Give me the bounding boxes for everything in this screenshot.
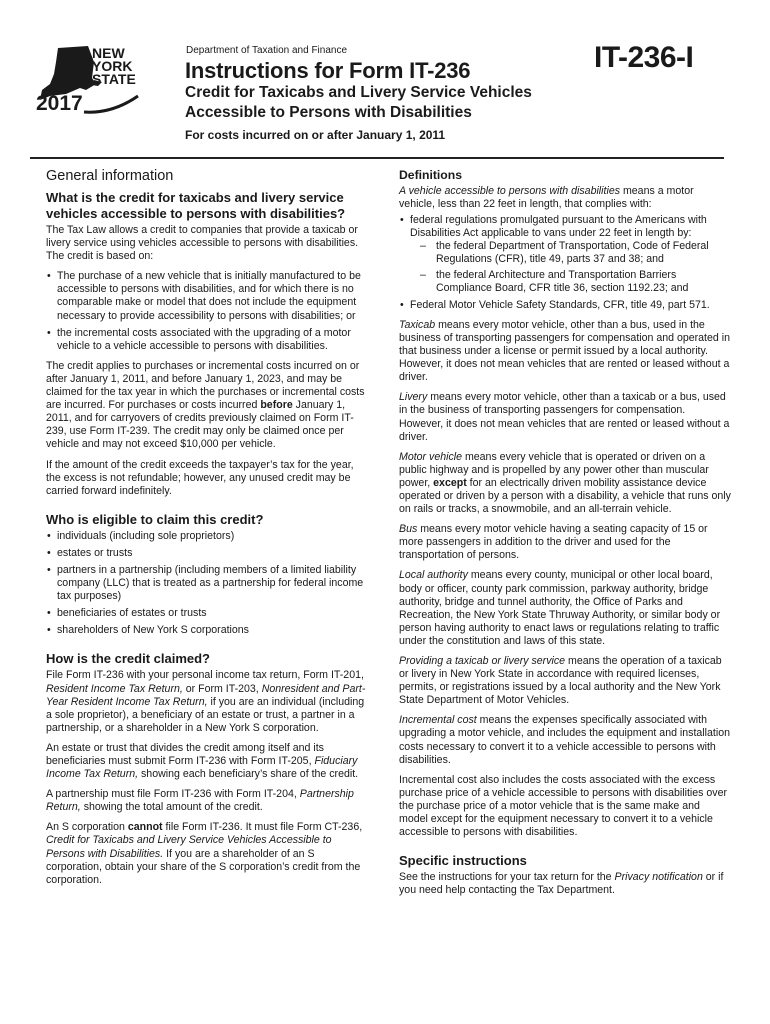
text-run: means every motor vehicle, other than a taxicab or a bus, used in the business of transporting passengers for compensation. However, it does not mean vehicles that are rented or leased without a driver.: [399, 391, 730, 443]
applies-date: For costs incurred on or after January 1, 2011: [185, 128, 446, 142]
text-run: means the operation of a taxicab or livery in New York State in accordance with required licenses, permits, or registrations issued by a local authority and the New York State Department of Motor Vehicles.: [399, 655, 722, 707]
definition-motor-vehicle: [399, 451, 731, 516]
specific-instructions-heading: Specific instructions: [399, 853, 527, 869]
logo-swoosh-icon: [82, 94, 142, 116]
definition-livery: [399, 391, 731, 443]
text-run: A partnership must file Form IT-236 with Form IT-204,: [46, 788, 300, 801]
text-run: if you are an individual (including a sole proprietor), a beneficiary of an estate or trust, a partner in a partnership, or a shareholder in a New York S corporation.: [46, 695, 365, 734]
how-claimed-p2: [46, 742, 368, 781]
text-run: January 1, 2011, and for carryovers of credits previously claimed on Form IT-239, use Form IT-239. The credit may only be claimed once per vehicle and may not exceed $10,000 per vehicle.: [46, 399, 354, 451]
subtitle-line-2: Accessible to Persons with Disabilities: [185, 104, 472, 121]
eligibility-heading: Who is eligible to claim this credit?: [46, 511, 264, 527]
accessible-criteria-list: [399, 214, 731, 312]
text-run: The credit applies to purchases or incremental costs incurred on or after January 1, 2011, and before January 1, 2023, and may be claimed for the tax year in which the purchases or incremental costs are incurred. For purchases or costs incurred: [46, 359, 365, 412]
definition-taxicab: [399, 319, 731, 384]
text-run: or if you need help contacting the Tax Department.: [399, 871, 724, 897]
page-title: Instructions for Form IT-236: [185, 58, 471, 83]
logo-line-york: YORK: [92, 58, 133, 74]
text-run: means a motor vehicle, less than 22 feet in length, that complies with:: [399, 185, 694, 211]
credit-applies-paragraph: [46, 360, 368, 452]
left-column: [46, 168, 368, 894]
how-claimed-p3: [46, 788, 368, 814]
list-item: • estates or trusts: [46, 547, 368, 560]
list-item: • Federal Motor Vehicle Safety Standards, CFR, title 49, part 571.: [399, 299, 731, 312]
text-run: file Form IT-236. It must file Form CT-236,: [162, 821, 363, 834]
text-run-italic: Partnership Return,: [46, 788, 354, 814]
definition-accessible-vehicle: [399, 185, 731, 211]
definitions-heading: Definitions: [399, 168, 462, 182]
text-run: or Form IT-203,: [182, 682, 262, 695]
page-subtitle: [185, 83, 605, 123]
credit-excess-paragraph: If the amount of the credit exceeds the taxpayer’s tax for the year, the excess is not refundable; however, any unused credit may be carried forward indefinitely.: [46, 458, 354, 497]
text-run: If you are a shareholder of an S corporation, obtain your share of the S corporation’s credit from the corporation.: [46, 847, 361, 886]
text-run: for an electrically driven mobility assistance device operated or driven by a person with a disability, a vehicle that runs only on rails or tracks, a snowmobile, and an all-terrain vehicle.: [399, 476, 731, 516]
term: Taxicab: [399, 318, 436, 331]
general-info-heading: General information: [46, 168, 174, 184]
text-run: means every motor vehicle, other than a bus, used in the business of transporting passengers for compensation and operated in that business under a license or permit issued by a local authority. However, it does not mean vehicles that are rented or leased without a driver.: [399, 318, 730, 384]
definition-providing-service: [399, 655, 731, 707]
text-run-italic: Privacy notification: [614, 871, 703, 884]
text-run: showing the total amount of the credit.: [80, 801, 263, 814]
definition-local-authority: [399, 569, 731, 648]
list-item: • partners in a partnership (including members of a limited liability company (LLC) that is treated as a partnership for federal income tax purposes): [46, 564, 368, 603]
credit-intro: The Tax Law allows a credit to companies that provide a taxicab or livery service using vehicles accessible to persons with disabilities. The credit is based on:: [46, 224, 359, 263]
text-run: means every county, municipal or other local board, body or officer, county park commission, parkway authority, bridge authority, bridge and tunnel authority, the Office of Parks and Recreation, the New York State Thruway Authority, or similar body or person having authority to enact laws or regulations relating to traffic under the constitution and laws of this state.: [399, 569, 721, 647]
list-item: • The purchase of a new vehicle that is initially manufactured to be accessible to persons with disabilities, and for which there is no comparable make or model that does not include the equipment necessary to provide accessibility to persons with disabilities; or: [46, 270, 368, 322]
sub-list: [410, 240, 731, 294]
form-number: IT-236-I: [594, 41, 694, 74]
definition-bus: [399, 523, 731, 562]
term: A vehicle accessible to persons with disabilities: [399, 185, 621, 197]
text-run: means every motor vehicle having a seating capacity of 15 or more passengers in addition to the driver and used for the transportation of persons.: [399, 523, 708, 562]
nys-logo: [36, 44, 156, 120]
text-run-italic: Credit for Taxicabs and Livery Service Vehicles Accessible to Persons with Disabilities.: [46, 834, 332, 860]
list-item: – the federal Department of Transportation, Code of Federal Regulations (CFR), title 49, parts 37 and 38; and: [410, 240, 731, 266]
text-run-bold: except: [433, 476, 467, 489]
text-run: showing each beneficiary’s share of the credit.: [138, 768, 359, 781]
list-item: – the federal Architecture and Transportation Barriers Compliance Board, CFR title 36, section 1192.23; and: [410, 269, 731, 295]
subtitle-line-1: Credit for Taxicabs and Livery Service Vehicles: [185, 84, 532, 101]
term: Providing a taxicab or livery service: [399, 655, 566, 667]
logo-year: 2017: [36, 92, 83, 115]
incremental-cost-extra: Incremental cost also includes the costs associated with the excess purchase price of a vehicle accessible to persons with disabilities over the purchase price of a motor vehicle that is the same make and model except for the equipment necessary to convert it to a vehicle accessible to persons with disabilities.: [399, 773, 727, 839]
logo-line-state: STATE: [92, 71, 136, 87]
list-item: • individuals (including sole proprietors): [46, 530, 368, 543]
text-run-italic: Nonresident and Part-Year Resident Income Tax Return,: [46, 682, 366, 708]
text-run-italic: Resident Income Tax Return,: [46, 682, 183, 695]
eligibility-list: [46, 530, 368, 638]
term: Livery: [399, 391, 428, 404]
how-claimed-heading: How is the credit claimed?: [46, 651, 210, 667]
term: Incremental cost: [399, 714, 477, 727]
how-claimed-p1: [46, 669, 368, 734]
text-run: means every vehicle that is operated or driven on a public highway and is propelled by any power other than muscular power,: [399, 450, 709, 489]
header-divider: [30, 157, 724, 159]
term: Local authority: [399, 569, 468, 582]
term: Motor vehicle: [399, 450, 462, 463]
text-run: means the expenses specifically associated with upgrading a motor vehicle, and includes the equipment and installation costs necessary to convert it to a vehicle accessible to persons with disabilities.: [399, 714, 730, 766]
logo-line-new: NEW: [92, 45, 125, 61]
department-name: Department of Taxation and Finance: [186, 45, 348, 56]
text-run-bold: before: [260, 399, 293, 412]
list-item: • beneficiaries of estates or trusts: [46, 607, 368, 620]
text-run: federal regulations promulgated pursuant to the Americans with Disabilities Act applicable to vans under 22 feet in length by:: [410, 214, 707, 240]
list-item: • the incremental costs associated with the upgrading of a motor vehicle to a vehicle accessible to persons with disabilities.: [46, 327, 368, 353]
text-run-bold: cannot: [127, 821, 163, 834]
text-run: An S corporation: [46, 821, 128, 834]
text-run: File Form IT-236 with your personal income tax return, Form IT-201,: [46, 669, 364, 682]
text-run: An estate or trust that divides the credit among itself and its beneficiaries must submit Form IT-236 with Form IT-205,: [46, 741, 324, 767]
specific-instructions-text: [399, 871, 731, 897]
text-run-italic: Fiduciary Income Tax Return,: [46, 755, 358, 781]
credit-basis-list: [46, 270, 368, 353]
text-run: See the instructions for your tax return for the: [399, 871, 615, 884]
list-item: [399, 214, 731, 295]
list-item: • shareholders of New York S corporations: [46, 624, 368, 637]
credit-question-heading: What is the credit for taxicabs and livery service vehicles accessible to persons with disabilities?: [46, 190, 346, 221]
right-column: [399, 168, 731, 904]
how-claimed-p4: [46, 821, 368, 886]
term: Bus: [399, 523, 418, 536]
definition-incremental-cost: [399, 714, 731, 766]
